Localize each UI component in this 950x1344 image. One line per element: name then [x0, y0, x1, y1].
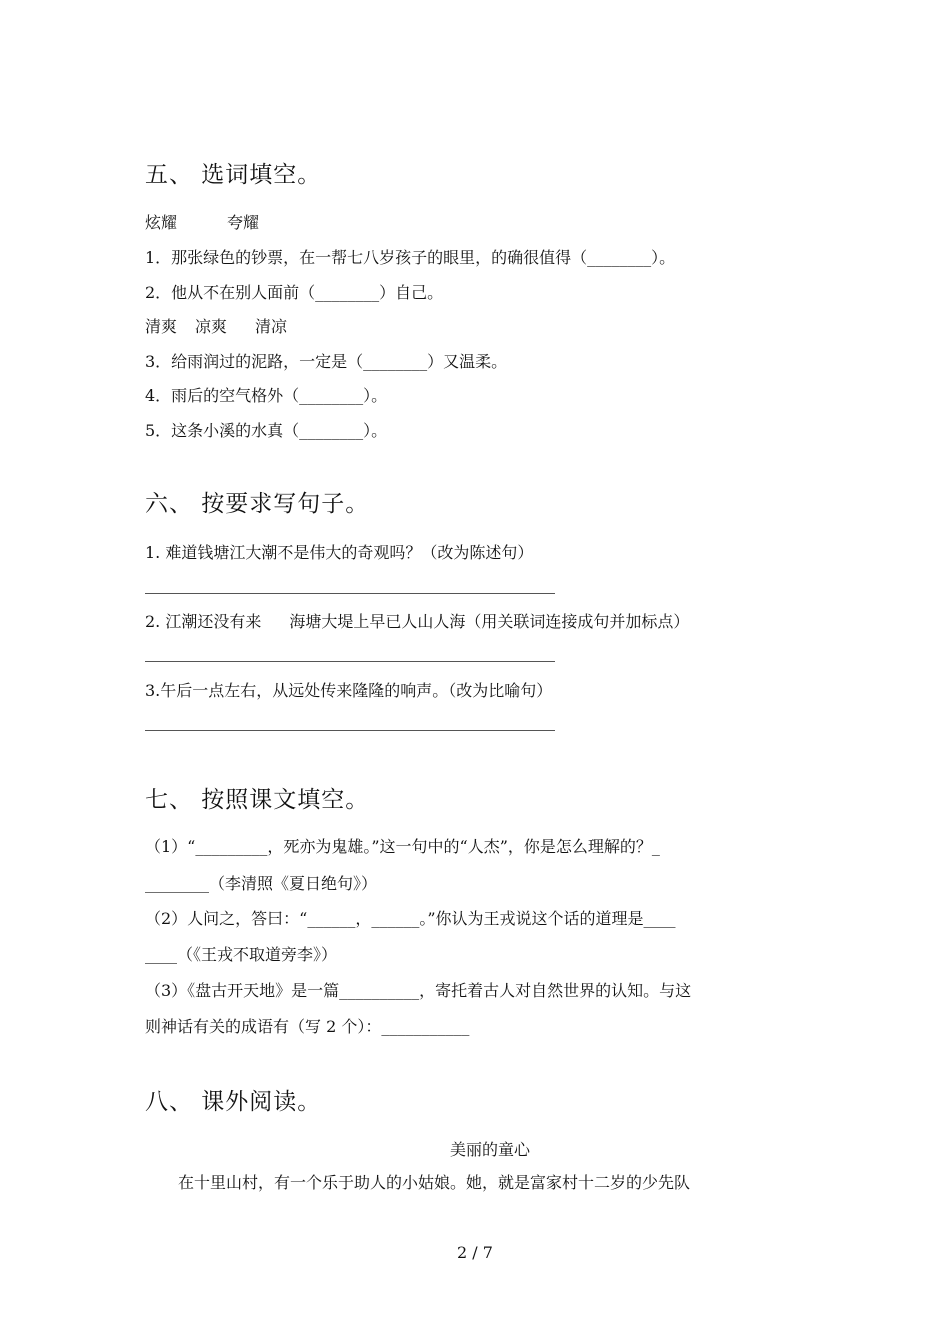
- word-option: 清爽: [145, 317, 178, 336]
- section7-question-1-line-2: ________（李清照《夏日绝句》）: [145, 874, 378, 893]
- reading-paragraph: 在十里山村，有一个乐于助人的小姑娘。她，就是富家村十二岁的少先队: [178, 1173, 691, 1192]
- word-option: 凉爽: [195, 317, 228, 336]
- section5-question-5: 5．这条小溪的水真（________）。: [145, 421, 388, 440]
- section5-heading: 五、 选词填空。: [145, 162, 322, 188]
- section5-question-4: 4．雨后的空气格外（________）。: [145, 386, 388, 405]
- answer-line: [145, 730, 555, 731]
- section7-question-3-line-2: 则神话有关的成语有（写 2 个）：___________: [145, 1017, 470, 1036]
- answer-line: [145, 661, 555, 662]
- section6-heading: 六、 按要求写句子。: [145, 491, 370, 517]
- section7-question-3-line-1: （3）《盘古开天地》是一篇__________，寄托着古人对自然世界的认知。与这: [145, 981, 692, 1000]
- word-option: 夸耀: [227, 213, 260, 232]
- section7-heading: 七、 按照课文填空。: [145, 787, 370, 813]
- section6-question-3: 3.午后一点左右，从远处传来隆隆的响声。（改为比喻句）: [145, 681, 553, 700]
- section5-question-2: 2．他从不在别人面前（________）自己。: [145, 283, 444, 302]
- section7-question-1-line-1: （1）“_________，死亦为鬼雄。”这一句中的“人杰”，你是怎么理解的？_: [145, 837, 660, 856]
- section8-heading: 八、 课外阅读。: [145, 1089, 322, 1115]
- section5-question-1: 1．那张绿色的钞票，在一帮七八岁孩子的眼里，的确很值得（________）。: [145, 248, 676, 267]
- section7-question-2-line-2: ____（《王戎不取道旁李》）: [145, 945, 338, 964]
- answer-line: [145, 593, 555, 594]
- section5-word-bank-1: [145, 210, 259, 233]
- section5-question-3: 3．给雨润过的泥路，一定是（________）又温柔。: [145, 352, 508, 371]
- section6-question-2: 2. 江潮还没有来 海塘大堤上早已人山人海（用关联词连接成句并加标点）: [145, 612, 690, 631]
- section5-word-bank-2: [145, 314, 287, 337]
- reading-title: 美丽的童心: [449, 1140, 530, 1159]
- page-number: 2 / 7: [457, 1243, 493, 1262]
- section6-question-1: 1. 难道钱塘江大潮不是伟大的奇观吗？（改为陈述句）: [145, 543, 534, 562]
- word-option: 炫耀: [145, 213, 178, 232]
- section7-question-2-line-1: （2）人问之，答曰：“______，______。”你认为王戎说这个话的道理是____: [145, 909, 676, 928]
- word-option: 清凉: [255, 317, 288, 336]
